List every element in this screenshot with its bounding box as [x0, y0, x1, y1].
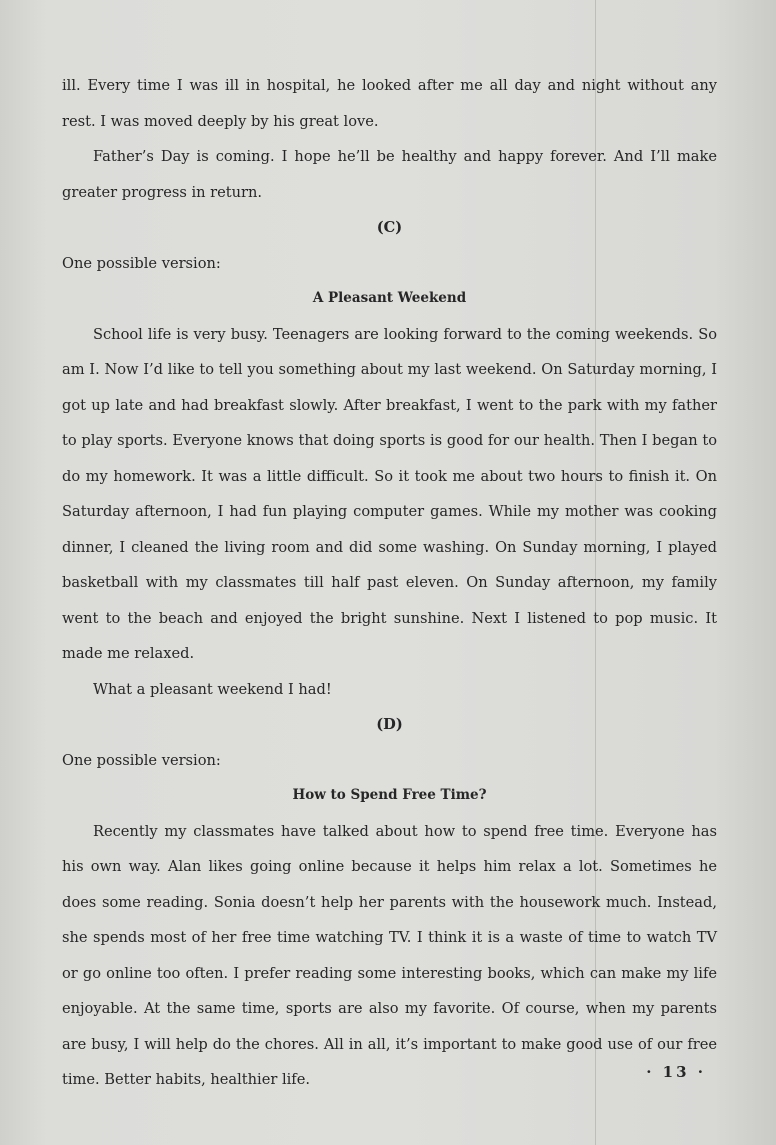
page-number: · 13 ·: [646, 1063, 706, 1081]
paragraph-fathers-day: Father’s Day is coming. I hope he’ll be healthy and happy forever. And I’ll make greater progress in return.: [62, 148, 717, 201]
section-heading-d: (D): [376, 716, 403, 733]
version-label-d: One possible version:: [62, 751, 221, 769]
paragraph-weekend: School life is very busy. Teenagers are looking forward to the coming weekends. So am I. Now I’d like to tell you something about my last weekend. On Saturday morning, I got up late and had breakfast slowly. After breakfast, I went to the park with my father to play sports. Everyone knows that doing sports is good for our health. Then I began to do my homework. It was a little difficult. So it took me about two hours to finish it. On Saturday afternoon, I had fun playing computer games. While my mother was cooking dinner, I cleaned the living room and did some washing. On Sunday morning, I played basketball with my classmates till half past eleven. On Sunday afternoon, my family went to the beach and enjoyed the bright sunshine. Next I listened to pop music. It made me relaxed.: [62, 325, 717, 662]
paragraph-weekend-closing: What a pleasant weekend I had!: [93, 680, 332, 698]
paragraph-free-time: Recently my classmates have talked about how to spend free time. Everyone has his own way. Alan likes going online because it helps him relax a lot. Sometimes he does some reading. Sonia doesn’t help her parents with the housework much. Instead, she spends most of her free time watching TV. I think it is a waste of time to watch TV or go online too often. I prefer reading some interesting books, which can make my life enjoyable. At the same time, sports are also my favorite. Of course, when my parents are busy, I will help do the chores. All in all, it’s important to make good use of our free time. Better habits, healthier life.: [62, 822, 717, 1088]
essay-title-weekend: A Pleasant Weekend: [312, 290, 467, 306]
section-heading-c: (C): [376, 219, 403, 236]
paragraph-intro-end: ill. Every time I was ill in hospital, he looked after me all day and night without any rest. I was moved deeply by his great love.: [62, 77, 717, 130]
essay-title-free-time: How to Spend Free Time?: [292, 787, 487, 803]
document-body: [62, 68, 717, 1098]
version-label-c: One possible version:: [62, 254, 221, 272]
